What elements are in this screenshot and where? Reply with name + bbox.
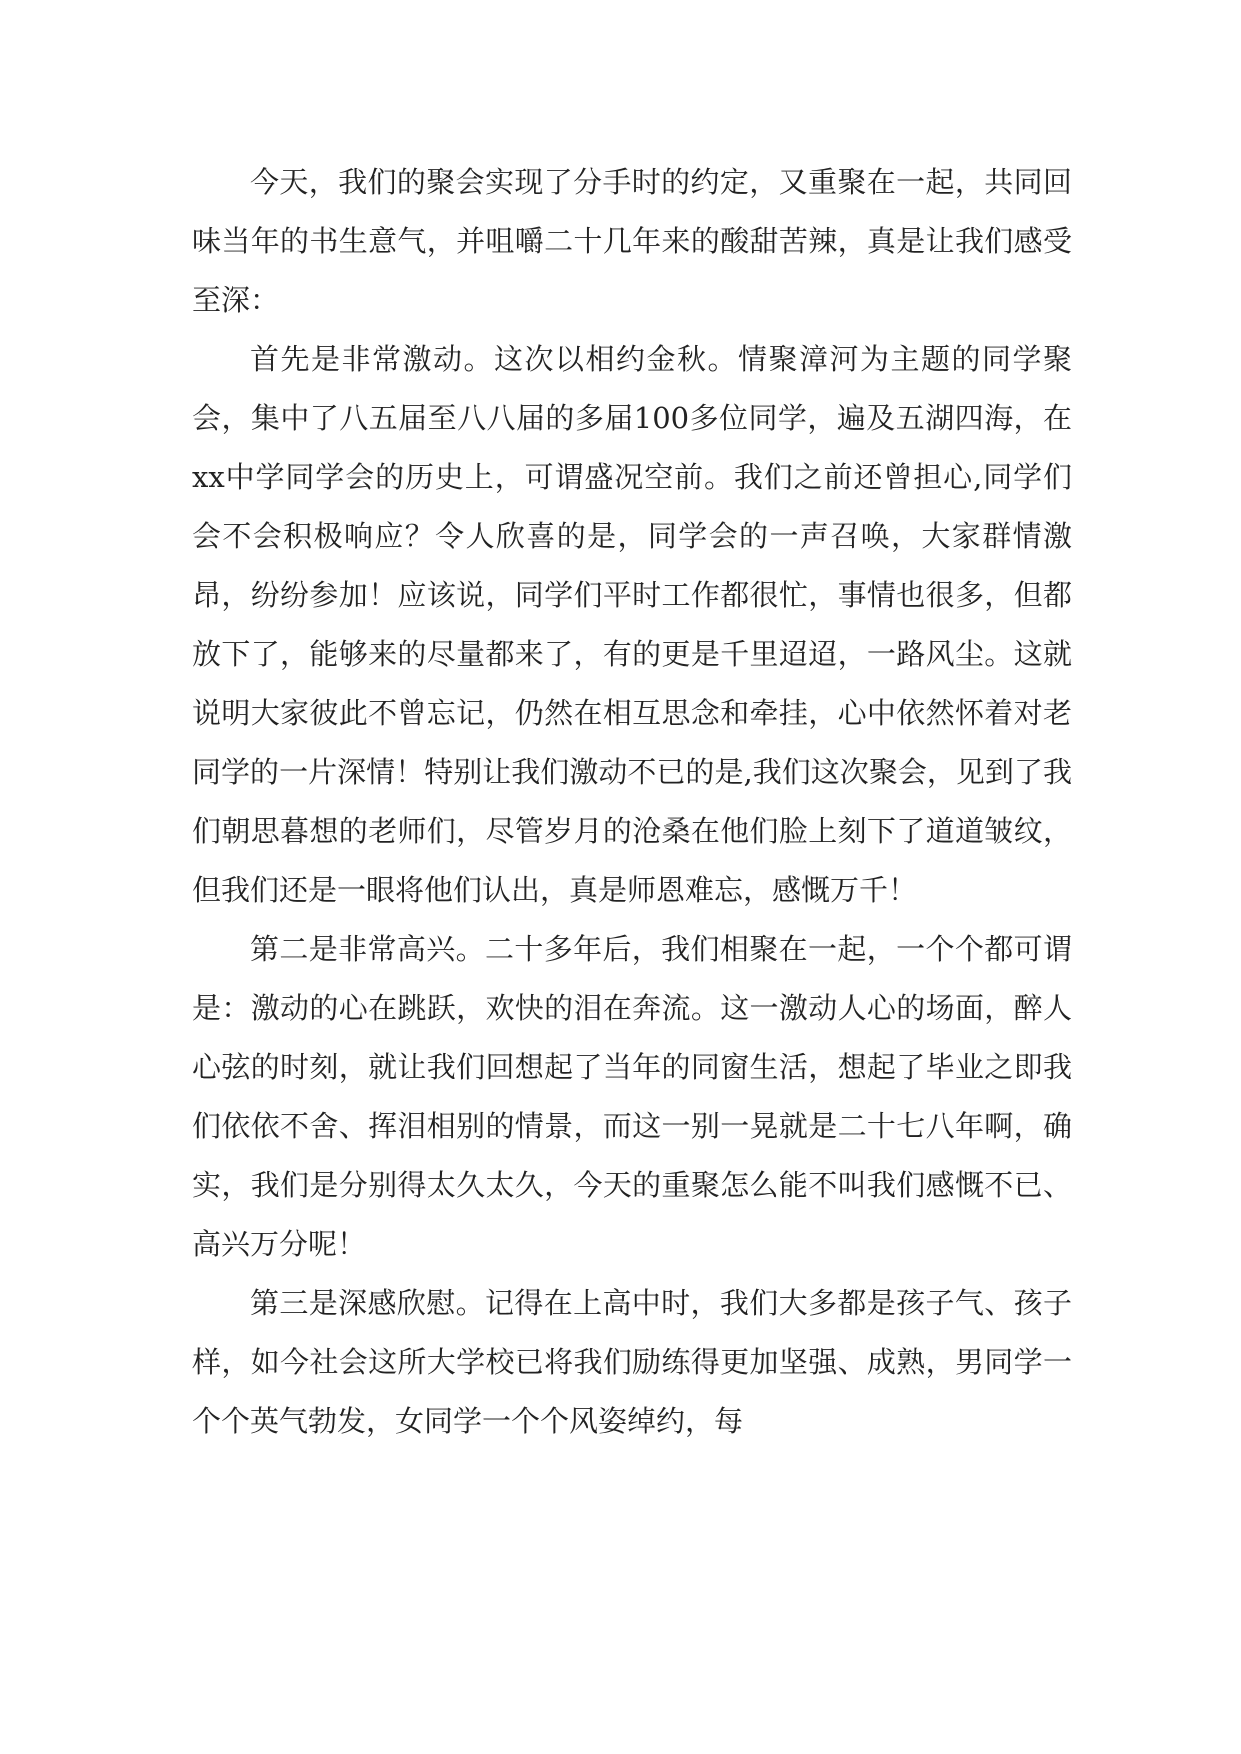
paragraph-3: 第二是非常高兴。二十多年后，我们相聚在一起，一个个都可谓是：激动的心在跳跃，欢快的泪在奔流。这一激动人心的场面，醉人心弦的时刻，就让我们回想起了当年的同窗生活，想起了毕业之即我们依依不舍、挥泪相别的情景，而这一别一晃就是二十七八年啊，确实，我们是分别得太久太久，今天的重聚怎么能不叫我们感慨不已、高兴万分呢！ bbox=[192, 932, 1072, 1261]
paragraph-1: 今天，我们的聚会实现了分手时的约定，又重聚在一起，共同回味当年的书生意气，并咀嚼二十几年来的酸甜苦辣，真是让我们感受至深： bbox=[192, 165, 1072, 317]
paragraph-4: 第三是深感欣慰。记得在上高中时，我们大多都是孩子气、孩子样，如今社会这所大学校已将我们励练得更加坚强、成熟，男同学一个个英气勃发，女同学一个个风姿绰约，每 bbox=[192, 1286, 1072, 1438]
paragraph-2: 首先是非常激动。这次以相约金秋。情聚漳河为主题的同学聚会，集中了八五届至八八届的多届100多位同学，遍及五湖四海，在xx中学同学会的历史上，可谓盛况空前。我们之前还曾担心,同学们会不会积极响应？令人欣喜的是，同学会的一声召唤，大家群情激昂，纷纷参加！应该说，同学们平时工作都很忙，事情也很多，但都放下了，能够来的尽量都来了，有的更是千里迢迢，一路风尘。这就说明大家彼此不曾忘记，仍然在相互思念和牵挂，心中依然怀着对老同学的一片深情！特别让我们激动不已的是,我们这次聚会，见到了我们朝思暮想的老师们，尽管岁月的沧桑在他们脸上刻下了道道皱纹，但我们还是一眼将他们认出，真是师恩难忘，感慨万千！ bbox=[192, 342, 1072, 907]
body-text bbox=[192, 153, 1072, 1451]
